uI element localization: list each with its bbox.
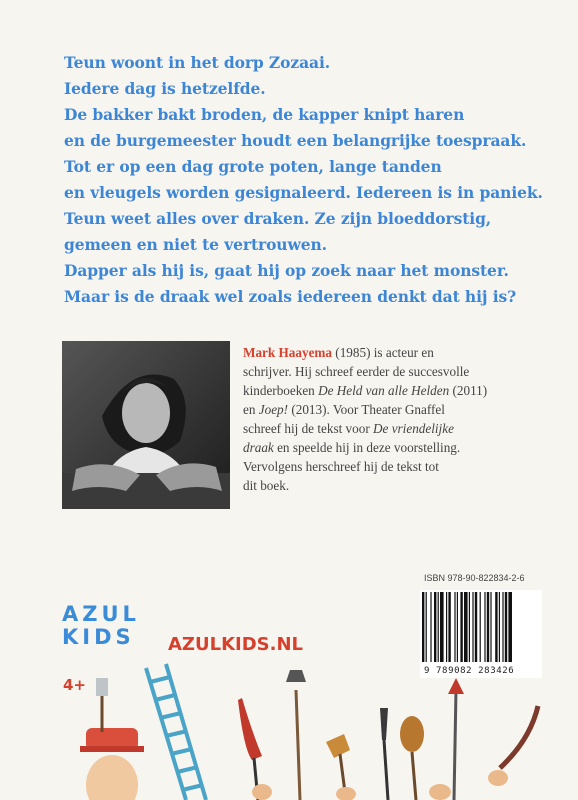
tool-icon [326,734,350,758]
author-bio [243,343,523,495]
barcode-bar [464,592,468,662]
blurb-line: Iedere dag is hetzelfde. [64,79,266,98]
barcode-bar [457,592,458,662]
barcode-bar [434,592,436,662]
barcode-digits: 9 789082 283426 [424,666,515,676]
ladder-icon [146,664,206,800]
blurb-line: gemeen en niet te vertrouwen. [64,235,327,254]
hand-icon [336,787,356,800]
umbrella-icon [238,698,262,760]
book-title: Joep! [258,402,289,417]
barcode-bar [480,592,481,662]
blurb-line: en de burgemeester houdt een belangrijke toespraak. [64,131,527,150]
age-rating: 4+ [63,676,87,694]
shovel-blade [96,678,108,696]
barcode-bar [487,592,489,662]
blurb-line: Maar is de draak wel zoals iedereen denkt dat hij is? [64,287,517,306]
barcode-bar [422,592,424,662]
barcode-bar [484,592,485,662]
barcode-bar [460,592,462,662]
barcode-bar [426,592,427,662]
bio-text: en [243,402,259,417]
bio-line [243,400,523,419]
barcode-bar [490,592,491,662]
logo-line-2: KIDS [62,625,135,649]
barcode-bar [448,592,450,662]
bio-line: dit boek. [243,478,290,493]
book-title: De Held van alle Helden [318,383,450,398]
barcode-bar [438,592,439,662]
isbn-label: ISBN 978-90-822834-2-6 [424,573,525,583]
bio-text: (1985) is acteur en [332,345,434,360]
villager-face [86,755,138,800]
bio-line [243,343,523,362]
bio-text: (2011) [449,383,488,398]
barcode-bar [502,592,503,662]
bio-line [243,438,523,457]
barcode-bar [446,592,447,662]
broom-icon [286,670,306,682]
back-cover-blurb [64,50,564,310]
bio-line: Vervolgens herschreef hij de tekst tot [243,459,439,474]
barcode-bar [505,592,507,662]
barcode-bar [469,592,470,662]
author-name: Mark Haayema [243,345,332,360]
book-title: De vriendelijke [373,421,454,436]
broom-handle [296,690,300,800]
barcode-bar [440,592,444,662]
barcode-bar [475,592,477,662]
hand-icon [252,784,272,800]
barcode-bar [430,592,431,662]
barcode-bar [499,592,500,662]
bio-text: schreef hij de tekst voor [243,421,374,436]
book-title: draak [243,440,274,455]
blurb-line: Teun weet alles over draken. Ze zijn bloeddorstig, [64,209,492,228]
publisher-website: AZULKIDS.NL [168,634,303,655]
barcode-bar [495,592,497,662]
bio-line: schrijver. Hij schreef eerder de succesvolle [243,364,470,379]
bio-line [243,381,523,400]
stick-icon [500,706,538,768]
author-photo [62,341,230,509]
bio-text: kinderboeken [243,383,319,398]
bio-text: (2013). Voor Theater Gnaffel [288,402,445,417]
author-portrait-image [62,341,230,509]
hand-icon [429,784,451,800]
barcode-image [420,590,542,666]
bio-text: en speelde hij in deze voorstelling. [273,440,461,455]
blurb-line: De bakker bakt broden, de kapper knipt haren [64,105,465,124]
blurb-line: Tot er op een dag grote poten, lange tanden [64,157,442,176]
villagers-illustration [0,660,578,800]
barcode-bar [508,592,512,662]
bio-line [243,419,523,438]
rake-icon [454,690,456,800]
logo-line-1: AZUL [62,602,140,626]
barcode-bar [454,592,455,662]
brush-icon [380,708,388,740]
hand-icon [488,770,508,786]
blurb-line: Teun woont in het dorp Zozaai. [64,53,331,72]
barcode-bar [472,592,473,662]
blurb-line: Dapper als hij is, gaat hij op zoek naar het monster. [64,261,509,280]
publisher-logo [62,603,140,649]
blurb-line: en vleugels worden gesignaleerd. Iedereen is in paniek. [64,183,543,202]
pan-icon [400,716,424,752]
